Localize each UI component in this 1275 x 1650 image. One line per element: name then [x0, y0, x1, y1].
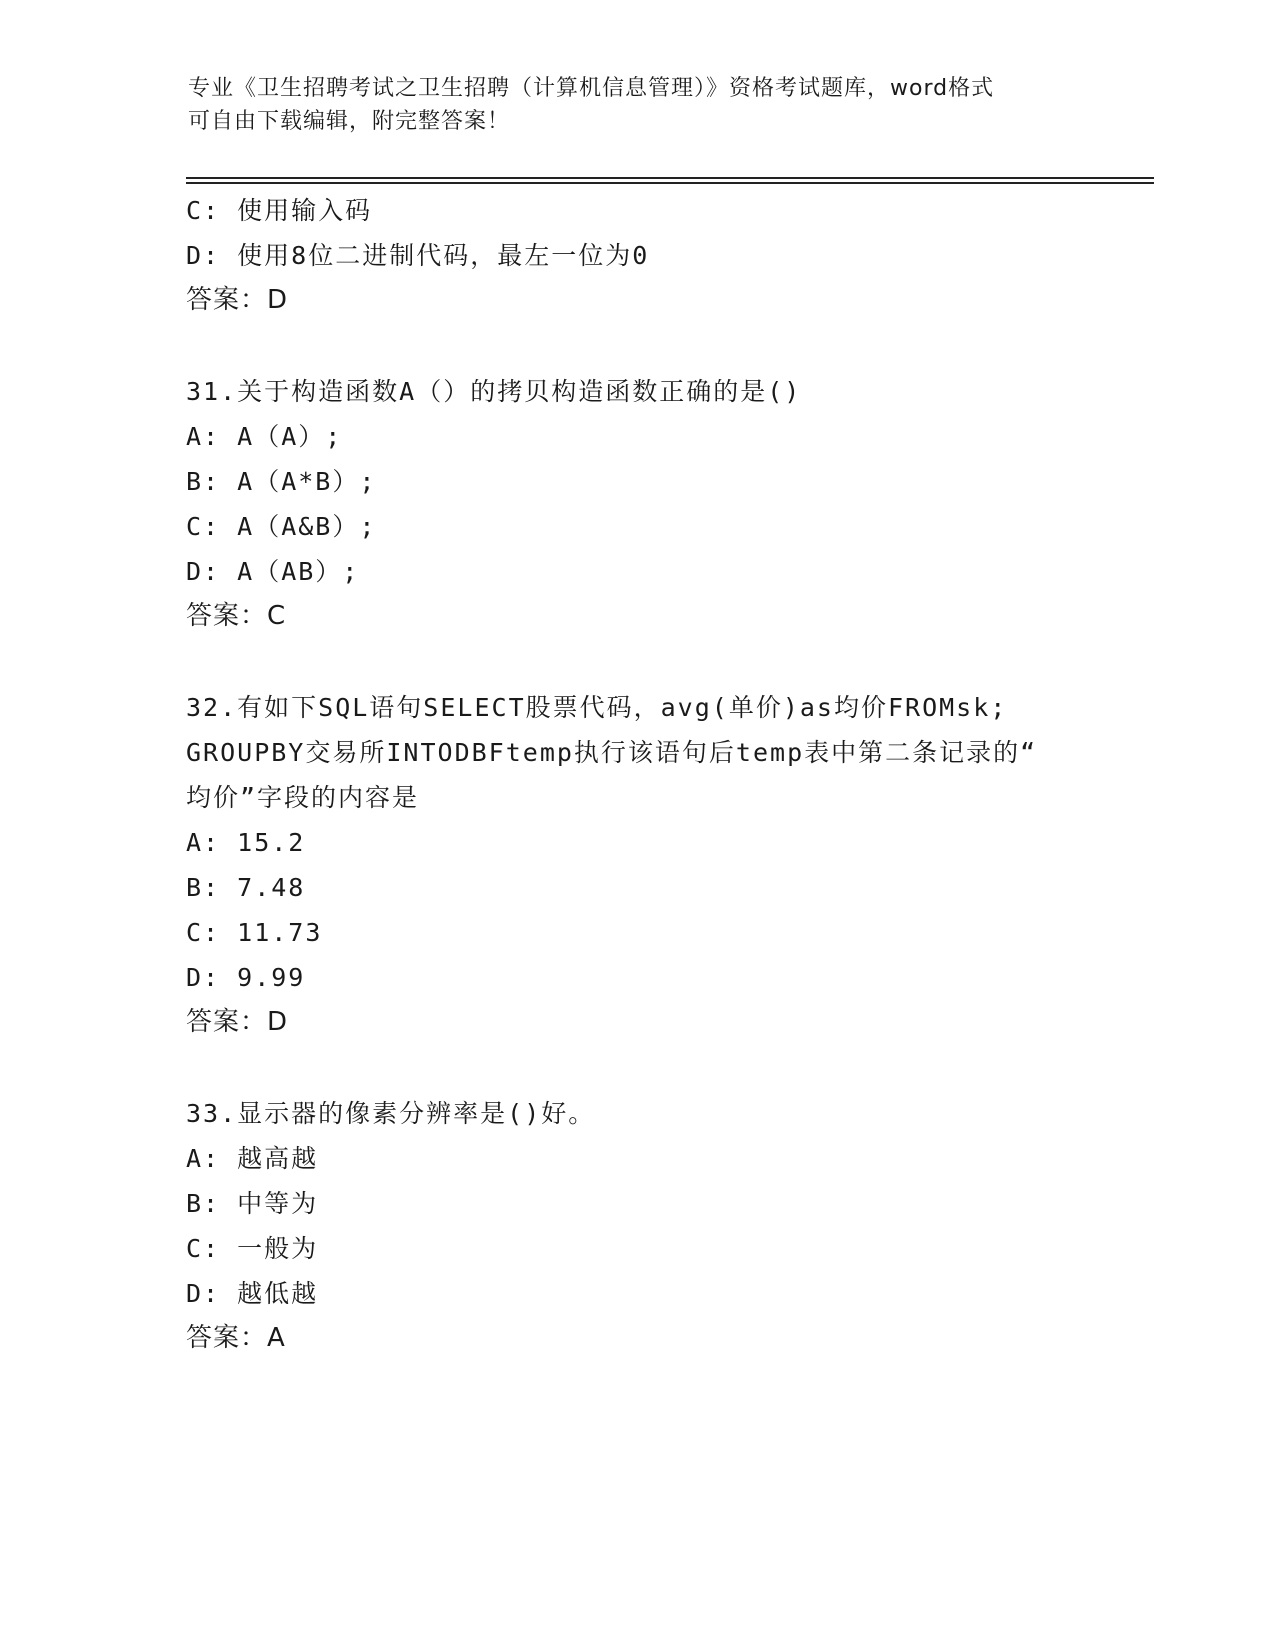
- previous-question-tail: [186, 188, 1186, 323]
- option-b: B: A（A*B）;: [186, 467, 377, 496]
- option-a: A: 越高越: [186, 1144, 319, 1173]
- header-divider-top: [186, 177, 1154, 179]
- option-c: C: A（A&B）;: [186, 512, 377, 541]
- spacer: [186, 639, 1186, 685]
- option-a: A: 15.2: [186, 828, 306, 857]
- option-c: C: 11.73: [186, 918, 323, 947]
- answer-line: 答案：D: [186, 1007, 289, 1037]
- question-32: [186, 685, 1186, 1045]
- question-stem: 均价”字段的内容是: [186, 783, 420, 812]
- spacer: [186, 1045, 1186, 1091]
- question-stem: 33.显示器的像素分辨率是()好。: [186, 1099, 596, 1128]
- document-header: [188, 72, 1088, 138]
- header-divider-bottom: [186, 182, 1154, 184]
- option-a: A: A（A）;: [186, 422, 343, 451]
- question-stem: GROUPBY交易所INTODBFtemp执行该语句后temp表中第二条记录的“: [186, 738, 1038, 767]
- option-c: C: 一般为: [186, 1234, 319, 1263]
- question-31: [186, 369, 1186, 639]
- spacer: [186, 323, 1186, 369]
- header-line-1: 专业《卫生招聘考试之卫生招聘（计算机信息管理）》资格考试题库，word格式: [188, 76, 995, 101]
- question-33: [186, 1091, 1186, 1361]
- answer-line: 答案：D: [186, 285, 289, 315]
- option-d: D: 越低越: [186, 1279, 319, 1308]
- option-b: B: 7.48: [186, 873, 306, 902]
- option-d: D: A（AB）;: [186, 557, 360, 586]
- option-b: B: 中等为: [186, 1189, 319, 1218]
- option-c: C: 使用输入码: [186, 196, 373, 225]
- question-list: [186, 188, 1186, 1361]
- answer-line: 答案：C: [186, 601, 287, 631]
- question-stem: 31.关于构造函数A（）的拷贝构造函数正确的是(): [186, 377, 802, 406]
- option-d: D: 使用8位二进制代码，最左一位为0: [186, 241, 650, 270]
- header-line-2: 可自由下载编辑，附完整答案！: [188, 109, 511, 134]
- question-stem: 32.有如下SQL语句SELECT股票代码，avg(单价)as均价FROMsk;: [186, 693, 1008, 722]
- answer-line: 答案：A: [186, 1323, 286, 1353]
- option-d: D: 9.99: [186, 963, 306, 992]
